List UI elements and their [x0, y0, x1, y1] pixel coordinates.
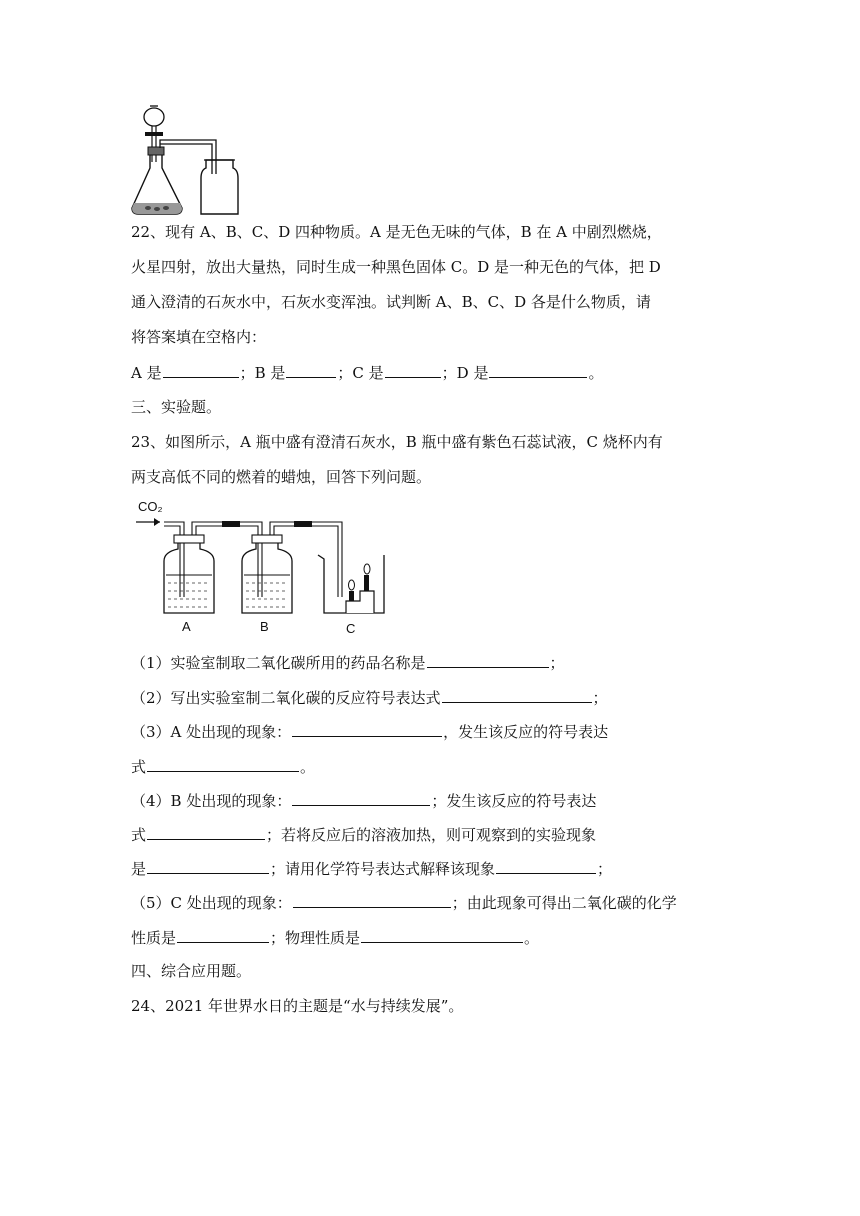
section-3-heading: 三、实验题。: [131, 398, 222, 416]
q23-s5-end: 。: [524, 929, 540, 947]
q23-s1: [131, 651, 565, 673]
q23-s3-end: 。: [300, 758, 316, 776]
q22-blank-b[interactable]: [286, 361, 336, 378]
q23-s1-end: ；: [549, 654, 565, 672]
co2-label: CO₂: [138, 499, 163, 514]
q22-line-3: 通入澄清的石灰水中，石灰水变浑浊。试判断 A、B、C、D 各是什么物质，请: [131, 293, 651, 311]
q24-line-1: 24、2021 年世界水日的主题是“水与持续发展”。: [131, 997, 464, 1015]
q23-s3-blank-2[interactable]: [147, 755, 299, 772]
q23-s4-line3a: 是: [131, 860, 147, 878]
q23-s4-blank-4[interactable]: [496, 857, 596, 874]
q23-s5-line2b: ；物理性质是: [270, 929, 361, 947]
q23-s5-blank-2[interactable]: [177, 926, 269, 943]
q23-s5-text: （5）C 处出现的现象：: [131, 894, 292, 912]
q22-label-c: ；C 是: [337, 364, 384, 382]
q23-s5: [131, 891, 677, 913]
q23-s5-cont: [131, 926, 539, 948]
q23-s4-line2a: 式: [131, 826, 147, 844]
q23-s3-blank-1[interactable]: [292, 720, 442, 737]
section-4-heading: 四、综合应用题。: [131, 962, 252, 980]
q23-s2-blank[interactable]: [442, 686, 592, 703]
q23-s4-mid: ；发生该反应的符号表达: [431, 792, 597, 810]
q23-s4-end: ；: [597, 860, 613, 878]
q23-s3-line2: 式: [131, 758, 147, 776]
q23-s4-line2b: ；若将反应后的溶液加热，则可观察到的实验现象: [266, 826, 597, 844]
label-b: B: [260, 619, 269, 634]
q23-s4-cont-1: [131, 823, 596, 845]
q23-s4-blank-3[interactable]: [147, 857, 269, 874]
q23-s4-blank-1[interactable]: [292, 789, 430, 806]
q23-s4-blank-2[interactable]: [147, 823, 265, 840]
q23-s5-blank-3[interactable]: [361, 926, 523, 943]
q22-end: 。: [588, 364, 604, 382]
q22-blank-d[interactable]: [489, 361, 587, 378]
q23-s4-cont-2: [131, 857, 612, 879]
q23-s5-line2a: 性质是: [131, 929, 177, 947]
q23-s4-text: （4）B 处出现的现象：: [131, 792, 292, 810]
q23-s3-mid: ，发生该反应的符号表达: [443, 723, 609, 741]
q22-line-2: 火星四射，放出大量热，同时生成一种黑色固体 C。D 是一种无色的气体，把 D: [131, 258, 661, 276]
q22-label-a: A 是: [131, 364, 162, 382]
q23-s4: [131, 789, 596, 811]
q23-line-1: 23、如图所示，A 瓶中盛有澄清石灰水，B 瓶中盛有紫色石蕊试液，C 烧杯内有: [131, 433, 663, 451]
q23-s2: [131, 686, 608, 708]
q23-s3-cont: [131, 755, 315, 777]
q23-s1-blank[interactable]: [427, 651, 549, 668]
gas-generation-apparatus-figure: [128, 102, 248, 220]
label-c: C: [346, 621, 356, 636]
q22-label-d: ；D 是: [441, 364, 489, 382]
q23-s5-mid: ；由此现象可得出二氧化碳的化学: [451, 894, 677, 912]
label-a: A: [182, 619, 191, 634]
q23-s2-end: ；: [592, 689, 608, 707]
q22-line-1: 22、现有 A、B、C、D 四种物质。A 是无色无味的气体，B 在 A 中剧烈燃烧，: [131, 223, 662, 241]
q23-s3: [131, 720, 608, 742]
q23-s1-text: （1）实验室制取二氧化碳所用的药品名称是: [131, 654, 426, 672]
co2-experiment-figure: [134, 497, 394, 642]
q23-s5-blank-1[interactable]: [293, 891, 451, 908]
q22-label-b: ；B 是: [239, 364, 286, 382]
q23-s3-text: （3）A 处出现的现象：: [131, 723, 292, 741]
q22-line-4: 将答案填在空格内：: [131, 328, 267, 346]
q22-blank-c[interactable]: [385, 361, 441, 378]
q22-answer-line: [131, 361, 603, 383]
q23-line-2: 两支高低不同的燃着的蜡烛，回答下列问题。: [131, 468, 432, 486]
q23-s2-text: （2）写出实验室制二氧化碳的反应符号表达式: [131, 689, 441, 707]
q23-s4-line3b: ；请用化学符号表达式解释该现象: [270, 860, 496, 878]
q22-blank-a[interactable]: [163, 361, 239, 378]
